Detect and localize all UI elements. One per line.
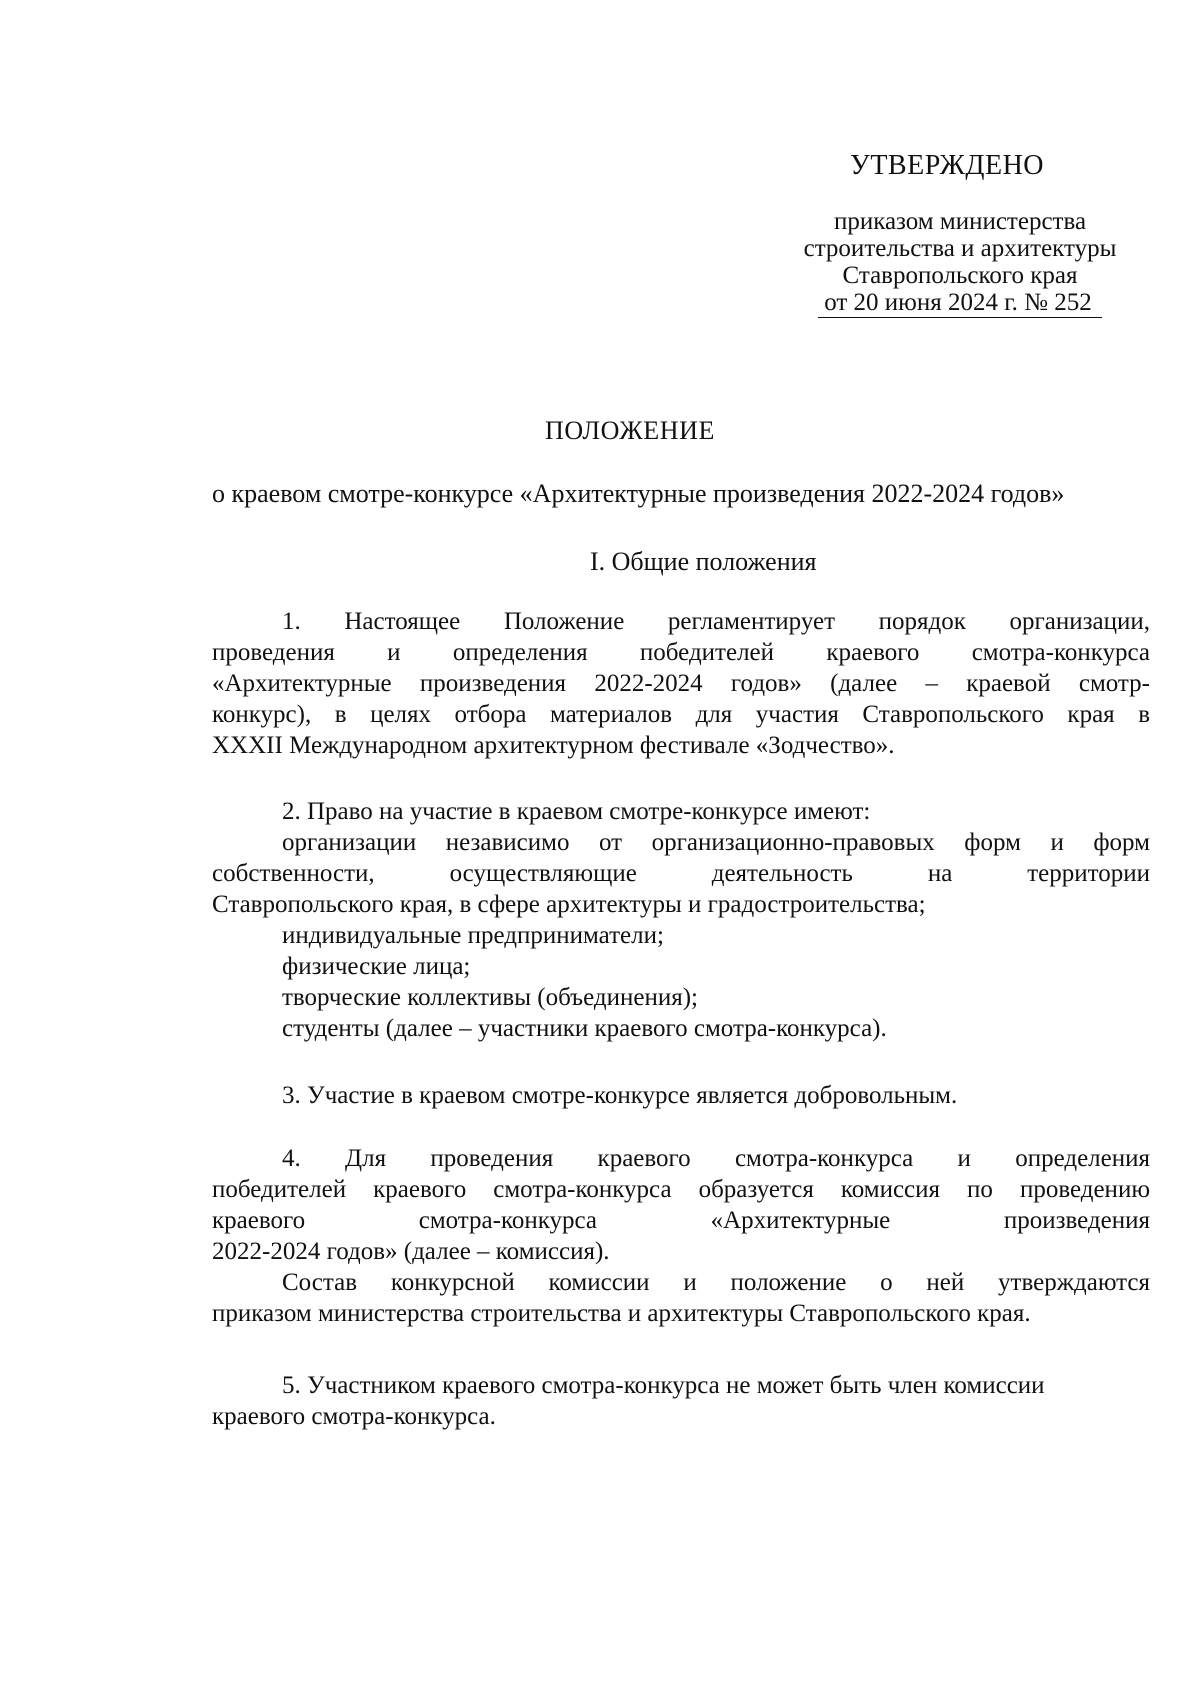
approval-details	[770, 208, 1150, 318]
list-item: физические лица;	[282, 953, 471, 980]
text-line: 2. Право на участие в краевом смотре-конкурсе имеют:	[282, 798, 871, 825]
document-subtitle: о краевом смотре-конкурсе «Архитектурные произведения 2022-2024 годов»	[212, 479, 1065, 508]
text-line: 3. Участие в краевом смотре-конкурсе является добровольным.	[282, 1082, 958, 1109]
text-line: 1. Настоящее Положение регламентирует порядок организации,	[282, 608, 1150, 635]
paragraph-1	[212, 606, 1150, 761]
text-line: 2022-2024 годов» (далее – комиссия).	[212, 1238, 610, 1265]
approval-line: строительства и архитектуры	[803, 235, 1117, 262]
text-line: краевого смотра-конкурса «Архитектурные произведения	[212, 1207, 1150, 1234]
approval-order-reference: от 20 июня 2024 г. № 252	[818, 289, 1102, 318]
document-title: ПОЛОЖЕНИЕ	[544, 416, 716, 445]
text-line: проведения и определения победителей краевого смотра-конкурса	[212, 639, 1150, 666]
approval-line: Ставропольского края	[842, 262, 1078, 289]
text-line: XXXII Международном архитектурном фестивале «Зодчество».	[212, 732, 895, 759]
text-line: собственности, осуществляющие деятельность на территории	[212, 860, 1150, 887]
paragraph-3	[212, 1080, 1150, 1111]
approval-line: приказом министерства	[833, 208, 1087, 235]
paragraph-2	[212, 796, 1150, 1044]
text-line: организации независимо от организационно-правовых форм и форм	[282, 829, 1150, 856]
text-line: конкурс), в целях отбора материалов для участия Ставропольского края в	[212, 701, 1150, 728]
text-line: 5. Участником краевого смотра-конкурса не может быть член комиссии	[282, 1372, 1045, 1399]
list-item: студенты (далее – участники краевого смотра-конкурса).	[282, 1015, 887, 1042]
list-item: индивидуальные предприниматели;	[282, 922, 664, 949]
text-line: краевого смотра-конкурса.	[212, 1403, 496, 1430]
list-item: творческие коллективы (объединения);	[282, 984, 698, 1011]
text-line: приказом министерства строительства и архитектуры Ставропольского края.	[212, 1300, 1031, 1327]
text-line: 4. Для проведения краевого смотра-конкурса и определения	[282, 1145, 1150, 1172]
section-heading: I. Общие положения	[590, 547, 817, 576]
text-line: победителей краевого смотра-конкурса образуется комиссия по проведению	[212, 1176, 1150, 1203]
text-line: Ставропольского края, в сфере архитектуры и градостроительства;	[212, 891, 926, 918]
paragraph-4	[212, 1143, 1150, 1329]
text-line: «Архитектурные произведения 2022-2024 годов» (далее – краевой смотр-	[212, 670, 1150, 697]
paragraph-5	[212, 1370, 1150, 1432]
text-line: Состав конкурсной комиссии и положение о ней утверждаются	[282, 1269, 1150, 1296]
approval-heading: УТВЕРЖДЕНО	[850, 150, 1045, 181]
